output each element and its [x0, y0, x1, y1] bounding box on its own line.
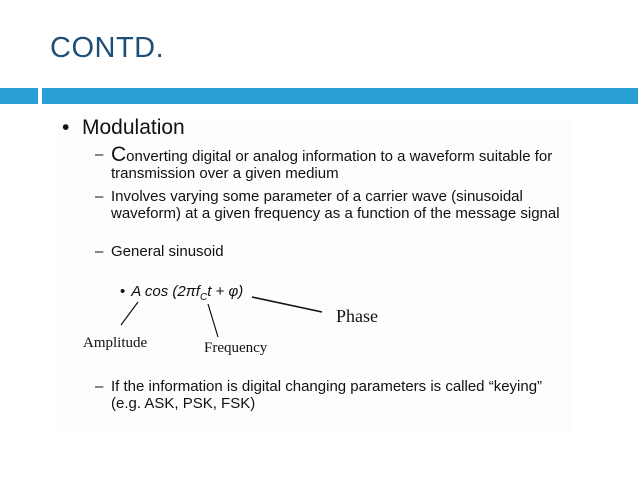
dash-marker: – — [95, 146, 104, 163]
phase-pointer — [252, 297, 322, 312]
bullet-dot: • — [62, 116, 70, 139]
sub-bullet-keying — [95, 378, 555, 412]
frequency-label: Frequency — [204, 340, 268, 356]
dash-marker: – — [95, 188, 104, 205]
phase-label: Phase — [336, 306, 378, 326]
bullet-dot: • — [120, 283, 126, 300]
main-bullet-text: Modulation — [82, 116, 185, 139]
amplitude-label: Amplitude — [83, 335, 148, 351]
formula-subscript: C — [199, 292, 208, 303]
sub-bullet-text: If the information is digital changing parameters is called “keying” (e.g. ASK, PSK, FSK) — [111, 378, 543, 412]
formula-text: A cos (2πf — [131, 283, 200, 300]
frequency-pointer — [208, 304, 218, 337]
dash-marker: – — [95, 378, 104, 395]
dash-marker: – — [95, 243, 104, 260]
drop-letter: C — [111, 143, 127, 166]
sub-bullet-text: General sinusoid — [111, 243, 224, 260]
sub-bullet-text: onverting digital or analog information to a waveform suitable for transmission over a given medium — [111, 148, 553, 182]
slide-title: CONTD. — [50, 32, 165, 64]
amplitude-pointer — [121, 302, 138, 325]
sub-bullet-text: Involves varying some parameter of a carrier wave (sinusoidal waveform) at a given frequency as a function of the message signal — [111, 188, 560, 222]
formula-end: t + φ) — [207, 283, 244, 300]
